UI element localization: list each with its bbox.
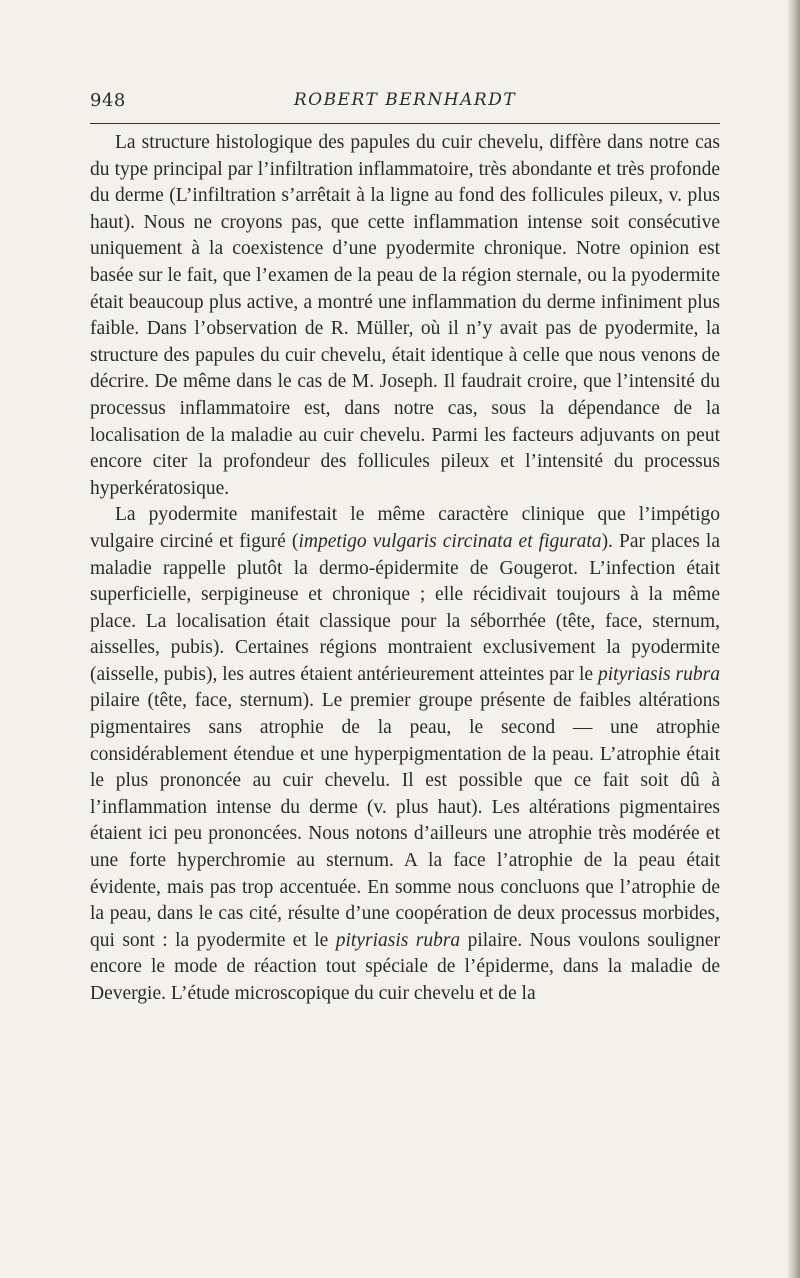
body-text	[90, 130, 720, 1008]
page-edge-shadow	[788, 0, 800, 1278]
page-header	[90, 90, 720, 114]
latin-term: pityriasis rubra	[335, 929, 461, 951]
paragraph	[90, 502, 720, 1007]
latin-term: pityriasis rubra	[598, 663, 720, 685]
header-rule	[90, 123, 720, 124]
running-head: ROBERT BERNHARDT	[293, 90, 517, 110]
latin-term: impetigo vulgaris circinata et figurata	[298, 530, 602, 552]
text-run: La pyodermite manifestait le même caractère clinique que l’impétigo vulgaire circiné et figuré (	[90, 504, 720, 552]
text-run: pilaire. Nous voulons souligner encore le mode de réaction tout spéciale de l’épiderme, dans la maladie de Devergie. L’étude microscopique du cuir chevelu et de la	[90, 929, 720, 1004]
page-number: 948	[90, 90, 126, 111]
text-run: La structure histologique des papules du cuir chevelu, diffère dans notre cas du type principal par l’infiltration inflammatoire, très abondante et très profonde du derme (L’infiltration s’arrêtait à la ligne au fond des follicules pileux, v. plus haut). Nous ne croyons pas, que cette inflammation intense soit consécutive uniquement à la coexistence d’une pyodermite chronique. Notre opinion est basée sur le fait, que l’examen de la peau de la région sternale, ou la pyodermite était beaucoup plus active, a montré une inflammation du derme infiniment plus faible. Dans l’observation de R. Müller, où il n’y avait pas de pyodermite, la structure des papules du cuir chevelu, était identique à celle que nous venons de décrire. De même dans le cas de M. Joseph. Il faudrait croire, que l’intensité du processus inflammatoire est, dans notre cas, sous la dépendance de la localisation de la maladie au cuir chevelu. Parmi les facteurs adjuvants on peut encore citer la profondeur des follicules pileux et l’intensité du processus hyperkératosique.	[90, 132, 720, 499]
text-run: ). Par places la maladie rappelle plutôt la dermo-épidermite de Gougerot. L’infection était superficielle, serpigineuse et chronique ; elle récidivait toujours à la même place. La localisation était classique pour la séborrhée (tête, face, sternum, aisselles, pubis). Certaines régions montraient exclusivement la pyodermite (aisselle, pubis), les autres étaient antérieurement atteintes par le	[90, 530, 720, 685]
text-run: pilaire (tête, face, sternum). Le premier groupe présente de faibles altérations pigmentaires sans atrophie de la peau, le second — une atrophie considérablement étendue et une hyperpigmentation de la peau. L’atrophie était le plus prononcée au cuir chevelu. Il est possible que ce fait soit dû à l’inflammation intense du derme (v. plus haut). Les altérations pigmentaires étaient ici peu prononcées. Nous notons d’ailleurs une atrophie très modérée et une forte hyperchromie au sternum. A la face l’atrophie de la peau était évidente, mais pas trop accentuée. En somme nous concluons que l’atrophie de la peau, dans le cas cité, résulte d’une coopération de deux processus morbides, qui sont : la pyodermite et le	[90, 690, 720, 951]
paragraph	[90, 130, 720, 502]
